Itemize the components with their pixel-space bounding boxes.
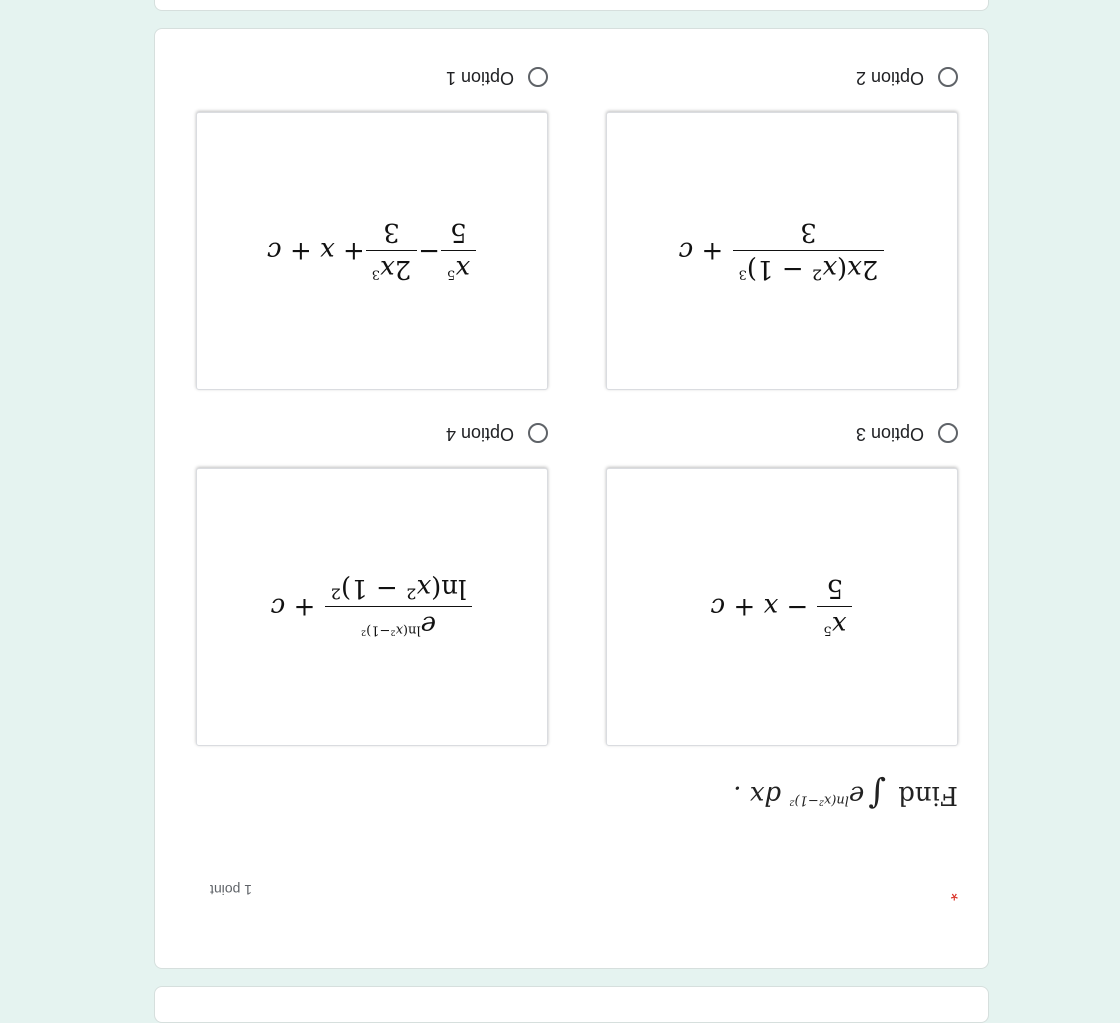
option-3-image: $x^5$ 5 − x + c <box>606 468 958 746</box>
option-1-radio[interactable] <box>528 68 548 88</box>
question-text <box>733 774 958 814</box>
option-4-label: Option 4 <box>445 424 514 444</box>
points-label: 1 point <box>210 882 253 898</box>
integrand-exponent: ln(x²−1)² <box>789 792 849 808</box>
option-3-radio[interactable] <box>938 424 958 444</box>
option-2-image: $2x(x^2 - 1)^3$ 3 + c <box>606 112 958 390</box>
previous-question-card <box>154 986 989 1023</box>
integrand-base: e <box>848 780 865 810</box>
option-2-radio[interactable] <box>938 68 958 88</box>
option-1-label: Option 1 <box>445 68 514 88</box>
next-question-card <box>154 0 989 11</box>
option-2-label: Option 2 <box>855 68 924 88</box>
option-1-image: $x^5$ 5 − $2x^3$ 3 + x + c <box>196 112 548 390</box>
question-card <box>154 28 989 969</box>
option-4-image: $e^{ln(x^2-1)^2}$ ln(x² − 1)² + c <box>196 468 548 746</box>
option-1-label-row[interactable] <box>446 67 548 88</box>
option-2-label-row[interactable] <box>856 67 958 88</box>
option-3-label-row[interactable] <box>856 423 958 444</box>
required-marker: * <box>950 882 958 903</box>
question-suffix: dx . <box>733 780 782 810</box>
integral-sign-icon: ∫ <box>868 774 886 814</box>
question-header <box>155 768 988 968</box>
question-prefix: Find <box>898 780 958 810</box>
option-3-label: Option 3 <box>855 424 924 444</box>
option-4-radio[interactable] <box>528 424 548 444</box>
option-4-label-row[interactable] <box>446 423 548 444</box>
